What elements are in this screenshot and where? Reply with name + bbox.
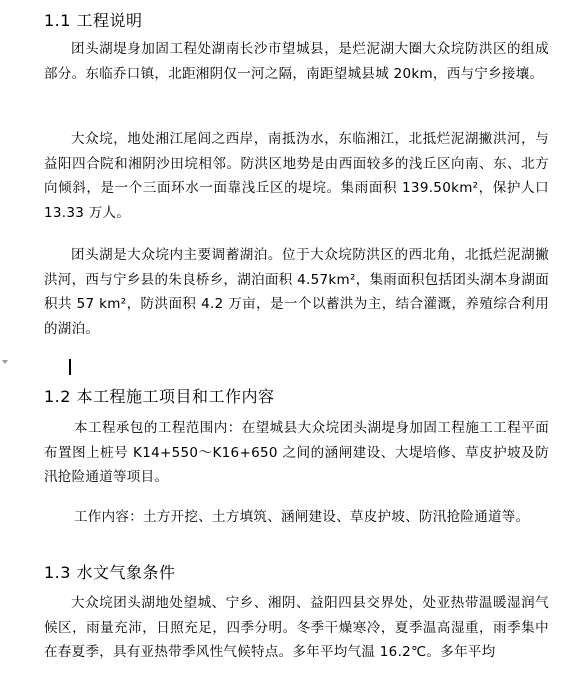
section-heading-1-3: 1.3 水文气象条件 — [44, 563, 176, 582]
section-heading-1-2: 1.2 本工程施工项目和工作内容 — [44, 387, 275, 406]
paragraph-dazhong-polder[interactable]: 大众垸，地处湘江尾闾之西岸，南抵沩水，东临湘江，北抵烂泥湖撇洪河，与益阳四合院和湘阴沙田垸相邻。防洪区地势是由西面较多的浅丘区向南、东、北方向倾斜，是一个三面环水一面靠浅丘区的堤垸。集雨面积 139.50km²，保护人口 13.33 万人。 — [44, 131, 549, 221]
section-heading-1-1: 1.1 工程说明 — [44, 11, 143, 30]
paragraph-project-location[interactable]: 团头湖堤身加固工程处湖南长沙市望城县，是烂泥湖大圈大众垸防洪区的组成部分。东临乔口镇，北距湘阴仅一河之隔，南距望城县城 20km，西与宁乡接壤。 — [44, 41, 549, 82]
paragraph-work-content[interactable]: 工作内容：土方开挖、土方填筑、涵闸建设、草皮护坡、防汛抢险通道等。 — [74, 509, 530, 525]
text-cursor — [69, 359, 71, 375]
collapse-arrow-icon[interactable] — [2, 360, 8, 364]
paragraph-tuantou-lake[interactable]: 团头湖是大众垸内主要调蓄湖泊。位于大众垸防洪区的西北角，北抵烂泥湖撇洪河，西与宁乡县的朱良桥乡，湖泊面积 4.57km²，集雨面积包括团头湖本身湖面积共 57 km²，防洪面积 4.2 万亩，是一个以蓄洪为主，结合灌溉，养殖综合利用的湖泊。 — [44, 247, 549, 337]
paragraph-contract-scope[interactable]: 本工程承包的工程范围内：在望城县大众垸团头湖堤身加固工程施工工程平面布置图上桩号 K14+550～K16+650 之间的涵闸建设、大堤培修、草皮护坡及防汛抢险通道等项目。 — [44, 420, 549, 485]
paragraph-hydrology-climate[interactable]: 大众垸团头湖地处望城、宁乡、湘阴、益阳四县交界处，处亚热带温暖湿润气候区，雨量充沛，日照充足，四季分明。冬季干燥寒冷，夏季温高湿重，雨季集中在春夏季，具有亚热带季风性气候特点。多年平均气温 16.2℃。多年平均 — [44, 595, 549, 660]
